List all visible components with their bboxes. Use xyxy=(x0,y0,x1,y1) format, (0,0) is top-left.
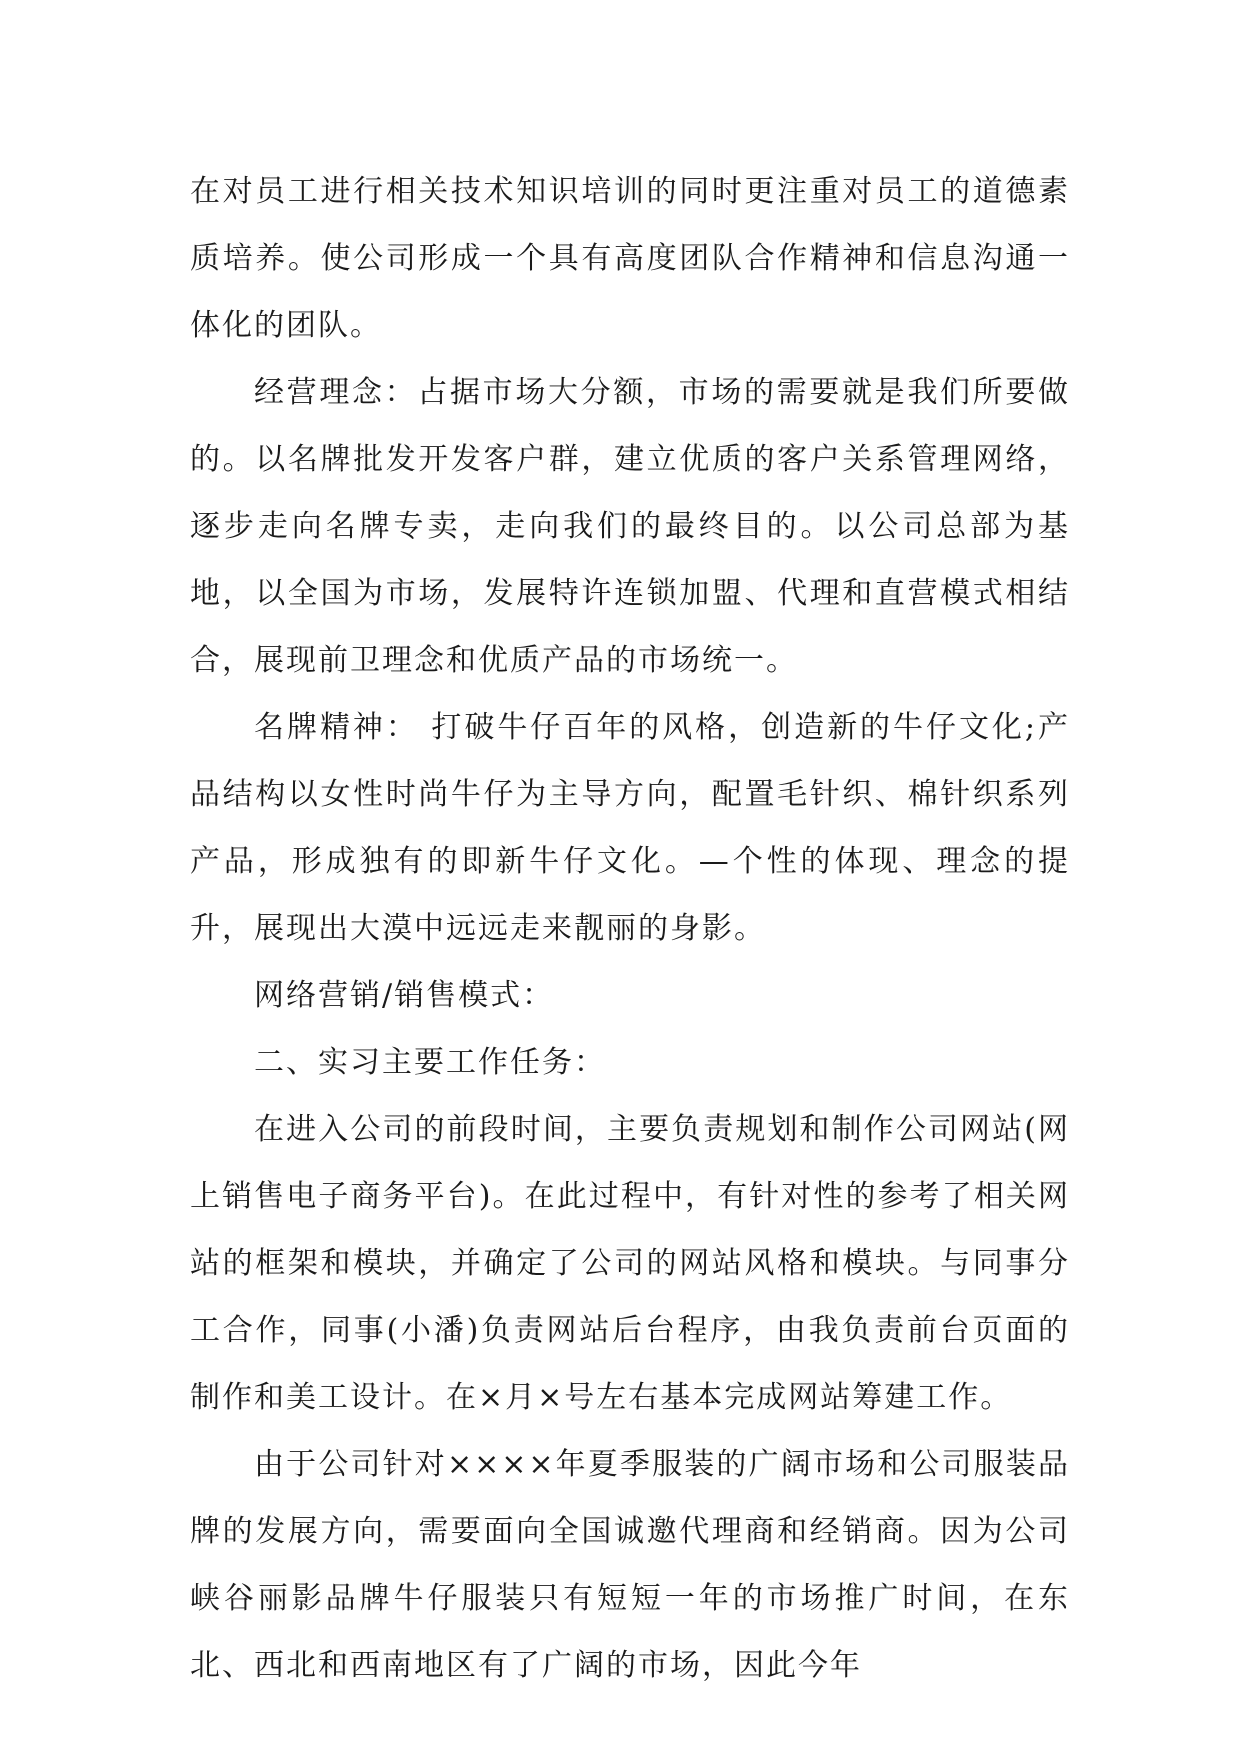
paragraph-network-marketing: 网络营销/销售模式： xyxy=(254,978,555,1013)
paragraph-business-philosophy: 经营理念：占据市场大分额，市场的需要就是我们所要做的。以名牌批发开发客户群，建立优质的客户关系管理网络，逐步走向名牌专卖，走向我们的最终目的。以公司总部为基地，以全国为市场，发展特许连锁加盟、代理和直营模式相结合，展现前卫理念和优质产品的市场统一。 xyxy=(190,375,1070,678)
document-body xyxy=(190,158,1070,1699)
paragraph-brand-spirit: 名牌精神： 打破牛仔百年的风格，创造新的牛仔文化;产品结构以女性时尚牛仔为主导方向，配置毛针织、棉针织系列产品，形成独有的即新牛仔文化。—个性的体现、理念的提升，展现出大漠中远远走来靓丽的身影。 xyxy=(190,710,1070,946)
paragraph-website-building: 在进入公司的前段时间，主要负责规划和制作公司网站(网上销售电子商务平台)。在此过程中，有针对性的参考了相关网站的框架和模块，并确定了公司的网站风格和模块。与同事分工合作，同事(小潘)负责网站后台程序，由我负责前台页面的制作和美工设计。在×月×号左右基本完成网站筹建工作。 xyxy=(190,1112,1070,1415)
section-heading-internship-tasks: 二、实习主要工作任务： xyxy=(254,1045,606,1080)
paragraph-market-expansion: 由于公司针对××××年夏季服装的广阔市场和公司服装品牌的发展方向，需要面向全国诚邀代理商和经销商。因为公司峡谷丽影品牌牛仔服装只有短短一年的市场推广时间，在东北、西北和西南地区有了广阔的市场，因此今年 xyxy=(190,1447,1070,1683)
paragraph-staff-training: 在对员工进行相关技术知识培训的同时更注重对员工的道德素质培养。使公司形成一个具有高度团队合作精神和信息沟通一体化的团队。 xyxy=(190,174,1070,343)
